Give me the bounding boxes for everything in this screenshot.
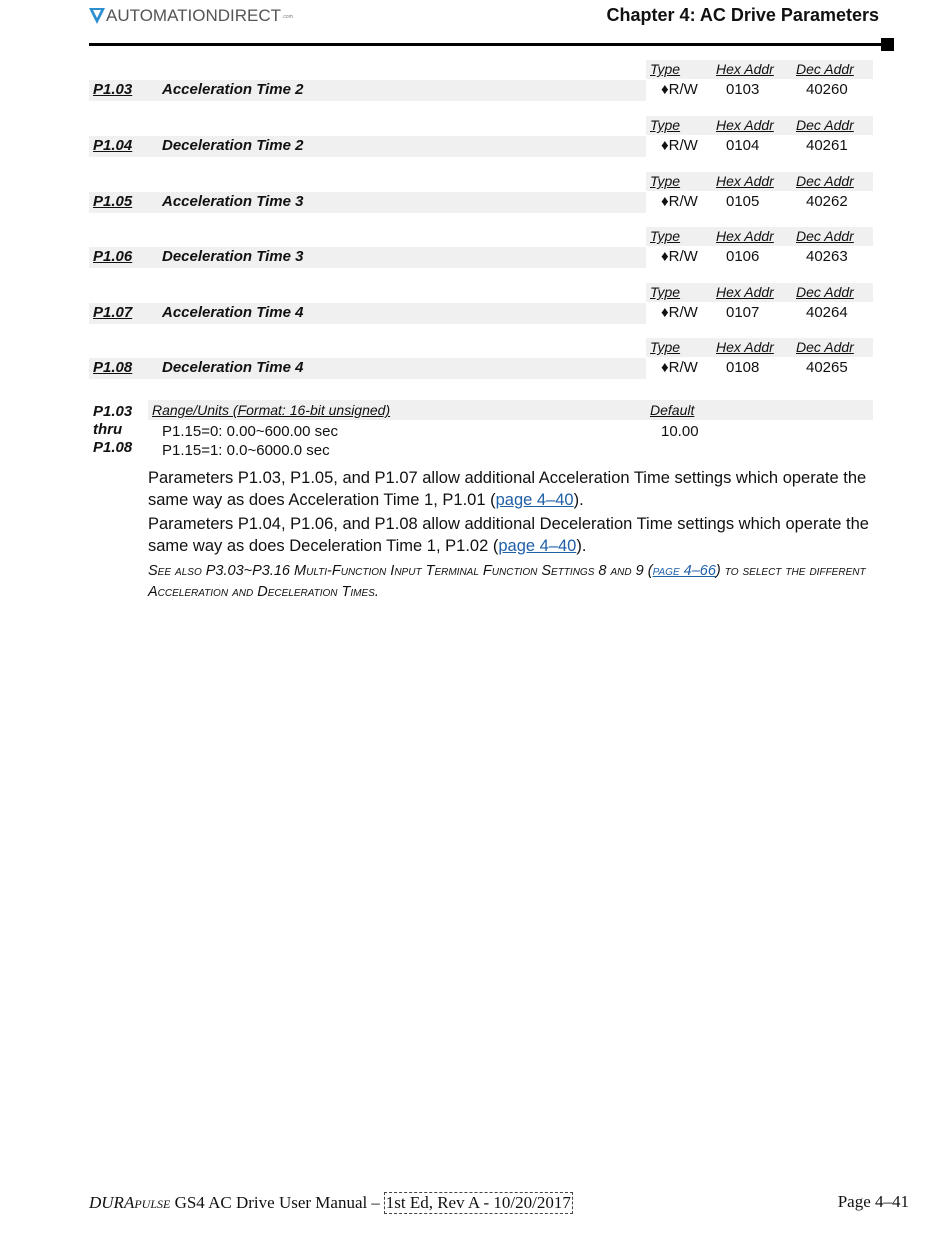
param-block-p1-03 [89, 60, 873, 102]
see-also-note: See also P3.03~P3.16 Multi-Function Input Terminal Function Settings 8 and 9 (page 4–66) to select the different Acceleration and Deceleration Times. [148, 563, 866, 600]
dec-addr-header: Dec Addr [796, 284, 854, 300]
footer-title: GS4 AC Drive User Manual [174, 1193, 368, 1212]
logo-mark-icon [89, 7, 105, 25]
type-header: Type [650, 61, 681, 77]
param-name: Acceleration Time 4 [162, 304, 304, 321]
header-rule [89, 43, 885, 46]
param-code: P1.08 [93, 359, 133, 376]
paragraph-acceleration: Parameters P1.03, P1.05, and P1.07 allow additional Acceleration Time settings which operate the same way as does Acceleration Time 1, P1.01 (page 4–40). [148, 469, 867, 509]
chapter-title: Chapter 4: AC Drive Parameters [606, 5, 879, 25]
dec-addr-header: Dec Addr [796, 339, 854, 355]
param-hex-addr: 0104 [726, 137, 760, 154]
footer-brand: DURApulse [89, 1193, 171, 1212]
param-type: ♦R/W [661, 304, 698, 321]
param-hex-addr: 0107 [726, 304, 760, 321]
default-header: Default [650, 402, 695, 418]
param-code: P1.04 [93, 137, 133, 154]
param-code: P1.07 [93, 304, 133, 321]
logo-suffix: .com [282, 14, 293, 20]
header-rule-marker [881, 38, 894, 51]
footer-manual-title [89, 1192, 573, 1214]
range-param-span: P1.03 thru P1.08 [93, 403, 133, 456]
dec-addr-header: Dec Addr [796, 173, 854, 189]
hex-addr-header: Hex Addr [716, 228, 774, 244]
param-type: ♦R/W [661, 248, 698, 265]
type-header: Type [650, 173, 681, 189]
param-dec-addr: 40264 [806, 304, 848, 321]
hex-addr-header: Hex Addr [716, 284, 774, 300]
page-link[interactable]: page 4–40 [495, 490, 574, 509]
page-number: Page 4–41 [837, 1192, 909, 1211]
param-hex-addr: 0103 [726, 81, 760, 98]
param-dec-addr: 40263 [806, 248, 848, 265]
paragraph-deceleration: Parameters P1.04, P1.06, and P1.08 allow additional Deceleration Time settings which operate the same way as does Deceleration Time 1, P1.02 (page 4–40). [148, 515, 869, 555]
hex-addr-header: Hex Addr [716, 339, 774, 355]
param-hex-addr: 0108 [726, 359, 760, 376]
type-header: Type [650, 228, 681, 244]
range-line-2: P1.15=1: 0.0~6000.0 sec [162, 442, 330, 459]
param-hex-addr: 0106 [726, 248, 760, 265]
type-header: Type [650, 284, 681, 300]
footer-separator: – [371, 1193, 380, 1212]
param-block-p1-04 [89, 116, 873, 158]
param-name: Deceleration Time 2 [162, 137, 304, 154]
param-block-p1-06 [89, 227, 873, 269]
default-value: 10.00 [661, 423, 699, 440]
param-dec-addr: 40260 [806, 81, 848, 98]
dec-addr-header: Dec Addr [796, 117, 854, 133]
param-type: ♦R/W [661, 81, 698, 98]
param-code: P1.06 [93, 248, 133, 265]
param-type: ♦R/W [661, 193, 698, 210]
param-dec-addr: 40261 [806, 137, 848, 154]
range-line-1: P1.15=0: 0.00~600.00 sec [162, 423, 338, 440]
range-units-header: Range/Units (Format: 16-bit unsigned) [152, 402, 391, 418]
hex-addr-header: Hex Addr [716, 61, 774, 77]
param-name: Acceleration Time 3 [162, 193, 304, 210]
dec-addr-header: Dec Addr [796, 61, 854, 77]
hex-addr-header: Hex Addr [716, 173, 774, 189]
param-dec-addr: 40262 [806, 193, 848, 210]
logo [89, 6, 293, 26]
param-block-p1-07 [89, 283, 873, 325]
param-block-p1-05 [89, 172, 873, 214]
param-type: ♦R/W [661, 359, 698, 376]
param-code: P1.03 [93, 81, 133, 98]
param-name: Deceleration Time 4 [162, 359, 304, 376]
footer-edition: 1st Ed, Rev A - 10/20/2017 [385, 1193, 571, 1212]
page-link[interactable]: page 4–66 [652, 563, 716, 579]
page-link[interactable]: page 4–40 [498, 536, 577, 555]
param-name: Acceleration Time 2 [162, 81, 304, 98]
param-hex-addr: 0105 [726, 193, 760, 210]
dec-addr-header: Dec Addr [796, 228, 854, 244]
logo-text: AUTOMATIONDIRECT [106, 6, 282, 25]
param-name: Deceleration Time 3 [162, 248, 304, 265]
type-header: Type [650, 339, 681, 355]
param-block-p1-08 [89, 338, 873, 380]
param-code: P1.05 [93, 193, 133, 210]
type-header: Type [650, 117, 681, 133]
hex-addr-header: Hex Addr [716, 117, 774, 133]
param-type: ♦R/W [661, 137, 698, 154]
param-dec-addr: 40265 [806, 359, 848, 376]
